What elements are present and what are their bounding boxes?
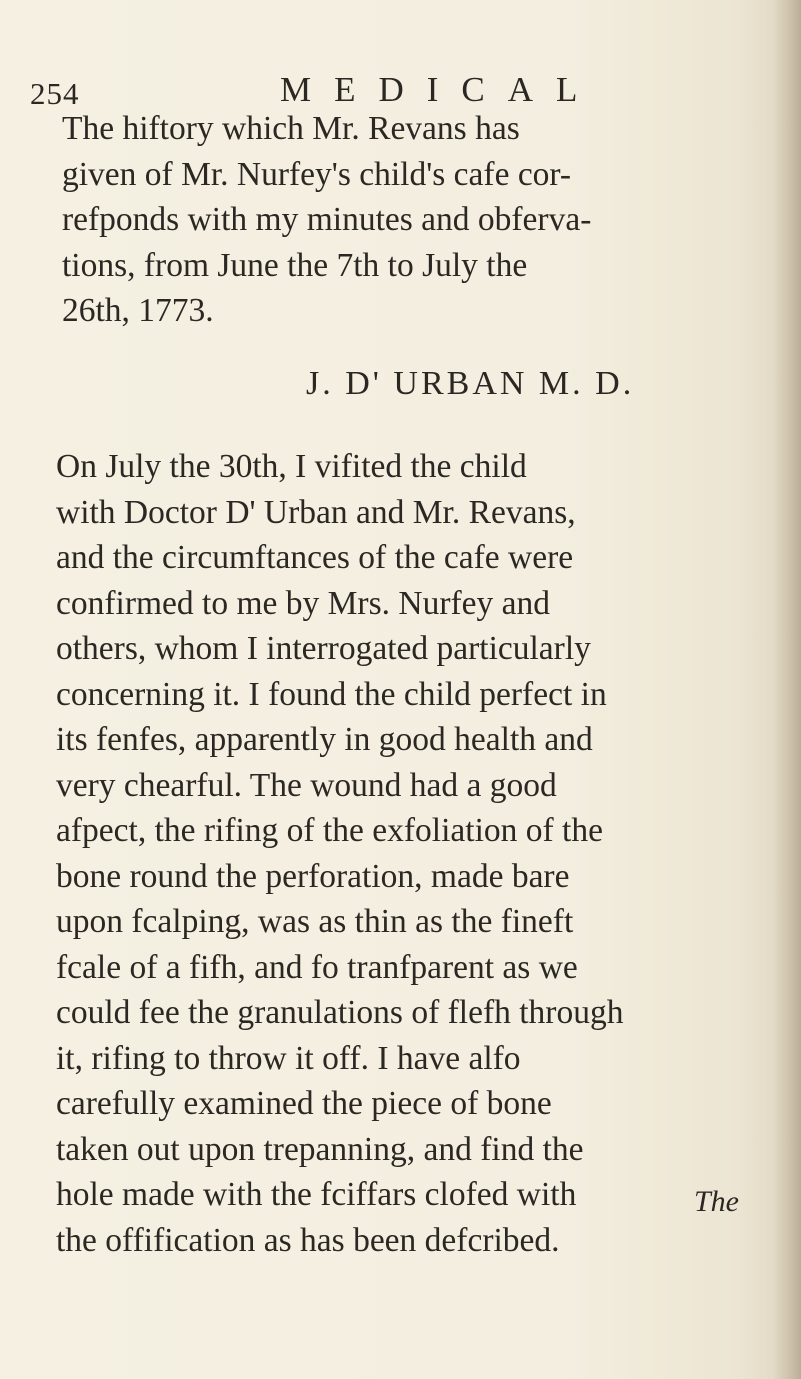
page-number: 254 bbox=[30, 76, 80, 111]
paragraph-2-line-9: afpect, the rifing of the exfoliation of the bbox=[56, 812, 603, 849]
paragraph-2-line-2: with Doctor D' Urban and Mr. Revans, bbox=[56, 493, 576, 531]
paragraph-1 bbox=[62, 106, 752, 334]
paragraph-1-line-1: The hiftory which Mr. Revans has bbox=[62, 110, 520, 147]
paragraph-2-line-8: very chearful. The wound had a good bbox=[56, 766, 557, 804]
paragraph-2-line-18: the offification as has been defcribed. bbox=[56, 1221, 560, 1259]
signature-line: J. D' URBAN M. D. bbox=[306, 365, 635, 402]
paragraph-2-line-1: On July the 30th, I vifited the child bbox=[56, 448, 527, 485]
paragraph-2 bbox=[56, 444, 746, 1263]
paragraph-2-line-12: fcale of a fifh, and fo tranfparent as we bbox=[56, 948, 578, 986]
page-gutter-shadow bbox=[773, 0, 801, 1379]
paragraph-2-line-6: concerning it. I found the child perfect in bbox=[56, 675, 607, 713]
paragraph-2-line-10: bone round the perforation, made bare bbox=[56, 857, 570, 895]
paragraph-2-line-14: it, rifing to throw it off. I have alfo bbox=[56, 1039, 521, 1077]
paragraph-1-line-5: 26th, 1773. bbox=[62, 292, 214, 329]
paragraph-1-line-2: given of Mr. Nurfey's child's cafe cor- bbox=[62, 155, 572, 193]
catchword: The bbox=[694, 1185, 739, 1218]
paragraph-1-line-4: tions, from June the 7th to July the bbox=[62, 246, 528, 284]
paragraph-2-line-4: confirmed to me by Mrs. Nurfey and bbox=[56, 584, 550, 622]
paragraph-2-line-15: carefully examined the piece of bone bbox=[56, 1085, 552, 1122]
paragraph-2-line-13: could fee the granulations of flefh through bbox=[56, 994, 624, 1031]
paragraph-2-line-5: others, whom I interrogated particularly bbox=[56, 630, 591, 667]
paragraph-2-line-17: hole made with the fciffars clofed with bbox=[56, 1176, 577, 1213]
paragraph-2-line-7: its fenfes, apparently in good health and bbox=[56, 721, 593, 758]
paragraph-2-line-11: upon fcalping, was as thin as the fineft bbox=[56, 903, 574, 940]
paragraph-1-line-3: refponds with my minutes and obferva- bbox=[62, 201, 592, 238]
paragraph-2-line-3: and the circumftances of the cafe were bbox=[56, 539, 574, 576]
running-head: MEDICAL bbox=[280, 70, 601, 109]
paragraph-2-line-16: taken out upon trepanning, and find the bbox=[56, 1130, 584, 1168]
